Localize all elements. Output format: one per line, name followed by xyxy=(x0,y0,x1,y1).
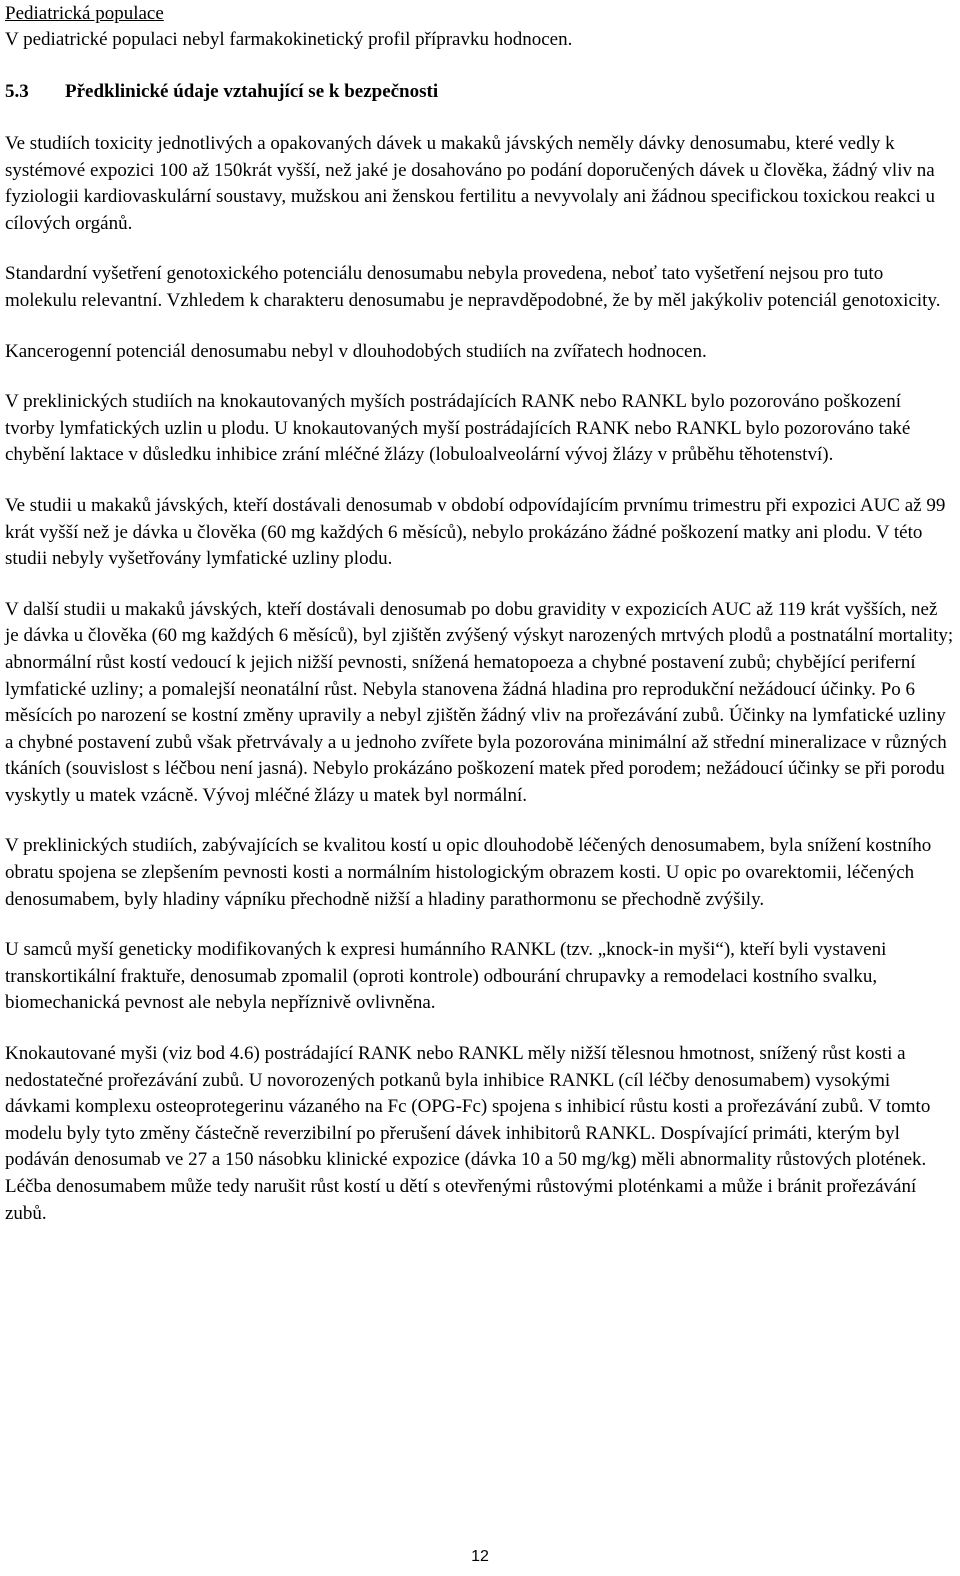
document-page xyxy=(5,0,955,1251)
subsection-title: Pediatrická populace xyxy=(5,3,164,24)
pediatric-subsection xyxy=(5,1,955,53)
paragraph-toxicity: Ve studiích toxicity jednotlivých a opakovaných dávek u makaků jávských neměly dávky denosumabu, které vedly k systémové expozici 100 až 150krát vyšší, než jaké je dosahováno po podání doporučených dávek u člověka, žádný vliv na fyziologii kardiovaskulární soustavy, mužskou ani ženskou fertilitu a nevyvolaly ani žádnou specifickou toxickou reakci u cílových orgánů. xyxy=(5,133,936,234)
paragraph-first-trimester-study: Ve studii u makaků jávských, kteří dostávali denosumab v období odpovídajícím prvnímu trimestru při expozici AUC až 99 krát vyšší než je dávka u člověka (60 mg každých 6 měsíců), nebylo prokázáno žádné poškození matky ani plodu. V této studii nebyly vyšetřovány lymfatické uzliny plodu. xyxy=(5,494,946,570)
subsection-text: V pediatrické populaci nebyl farmakokinetický profil přípravku hodnocen. xyxy=(5,29,573,50)
section-number: 5.3 xyxy=(5,81,29,102)
paragraph-knockout-mice: V preklinických studiích na knokautovaných myších postrádajících RANK nebo RANKL bylo pozorováno poškození tvorby lymfatických uzlin u plodu. U knokautovaných myší postrádajících RANK nebo RANKL bylo pozorováno také chybění laktace v důsledku inhibice zrání mléčné žlázy (lobuloalveolární vývoj žlázy v průběhu těhotenství). xyxy=(5,391,911,466)
section-heading xyxy=(5,79,955,105)
paragraph-genotoxicity: Standardní vyšetření genotoxického potenciálu denosumabu nebyla provedena, neboť tato vyšetření nejsou pro tuto molekulu relevantní. Vzhledem k charakteru denosumabu je nepravděpodobné, že by měl jakýkoliv potenciál genotoxicity. xyxy=(5,263,941,311)
paragraph-growth-plates: Knokautované myši (viz bod 4.6) postrádající RANK nebo RANKL měly nižší tělesnou hmotnost, snížený růst kosti a nedostatečné prořezávání zubů. U novorozených potkanů byla inhibice RANKL (cíl léčby denosumabem) vysokými dávkami komplexu osteoprotegerinu vázaného na Fc (OPG-Fc) spojena s inhibicí růstu kosti a prořezávání zubů. V tomto modelu byly tyto změny částečně reverzibilní po přerušení dávek inhibitorů RANKL. Dospívající primáti, kterým byl podáván denosumab ve 27 a 150 násobku klinické expozice (dávka 10 a 50 mg/kg) měli abnormality růstových plotének. Léčba denosumabem může tedy narušit růst kostí u dětí s otevřenými růstovými ploténkami a může i bránit prořezávání zubů. xyxy=(5,1043,931,1224)
paragraph-carcinogenicity: Kancerogenní potenciál denosumabu nebyl v dlouhodobých studiích na zvířatech hodnocen. xyxy=(5,340,707,362)
section-title: Předklinické údaje vztahující se k bezpečnosti xyxy=(65,81,439,102)
paragraph-gravidity-study: V další studii u makaků jávských, kteří dostávali denosumab po dobu gravidity v expozicích AUC až 119 krát vyšších, než je dávka u člověka (60 mg každých 6 měsíců), byl zjištěn zvýšený výskyt narozených mrtvých plodů a postnatální mortality; abnormální růst kostí vedoucí k jejich nižší pevnosti, snížená hematopoeza a chybné postavení zubů; chybějící periferní lymfatické uzliny; a pomalejší neonatální růst. Nebyla stanovena žádná hladina pro reprodukční nežádoucí účinky. Po 6 měsících po narození se kostní změny upravily a nebyl zjištěn žádný vliv na prořezávání zubů. Účinky na lymfatické uzliny a chybné postavení zubů však přetrvávaly a u jednoho zvířete byla pozorována minimální až střední mineralizace v různých tkáních (souvislost s léčbou není jasná). Nebylo prokázáno poškození matek před porodem; nežádoucí účinky se při porodu vyskytly u matek vzácně. Vývoj mléčné žlázy u matek byl normální. xyxy=(5,598,954,806)
paragraph-knock-in-mice: U samců myší geneticky modifikovaných k expresi humánního RANKL (tzv. „knock-in myši“), kteří byli vystaveni transkortikální fraktuře, denosumab zpomalil (oproti kontrole) odbourání chrupavky a remodelaci kostního svalku, biomechanická pevnost ale nebyla nepříznivě ovlivněna. xyxy=(5,939,887,1014)
paragraph-bone-quality: V preklinických studiích, zabývajících se kvalitou kostí u opic dlouhodobě léčených denosumabem, byla snížení kostního obratu spojena se zlepšením pevnosti kosti a normálním histologickým obrazem kosti. U opic po ovarektomii, léčených denosumabem, byly hladiny vápníku přechodně nižší a hladiny parathormonu se přechodně zvýšily. xyxy=(5,835,932,910)
page-number: 12 xyxy=(471,1548,489,1565)
